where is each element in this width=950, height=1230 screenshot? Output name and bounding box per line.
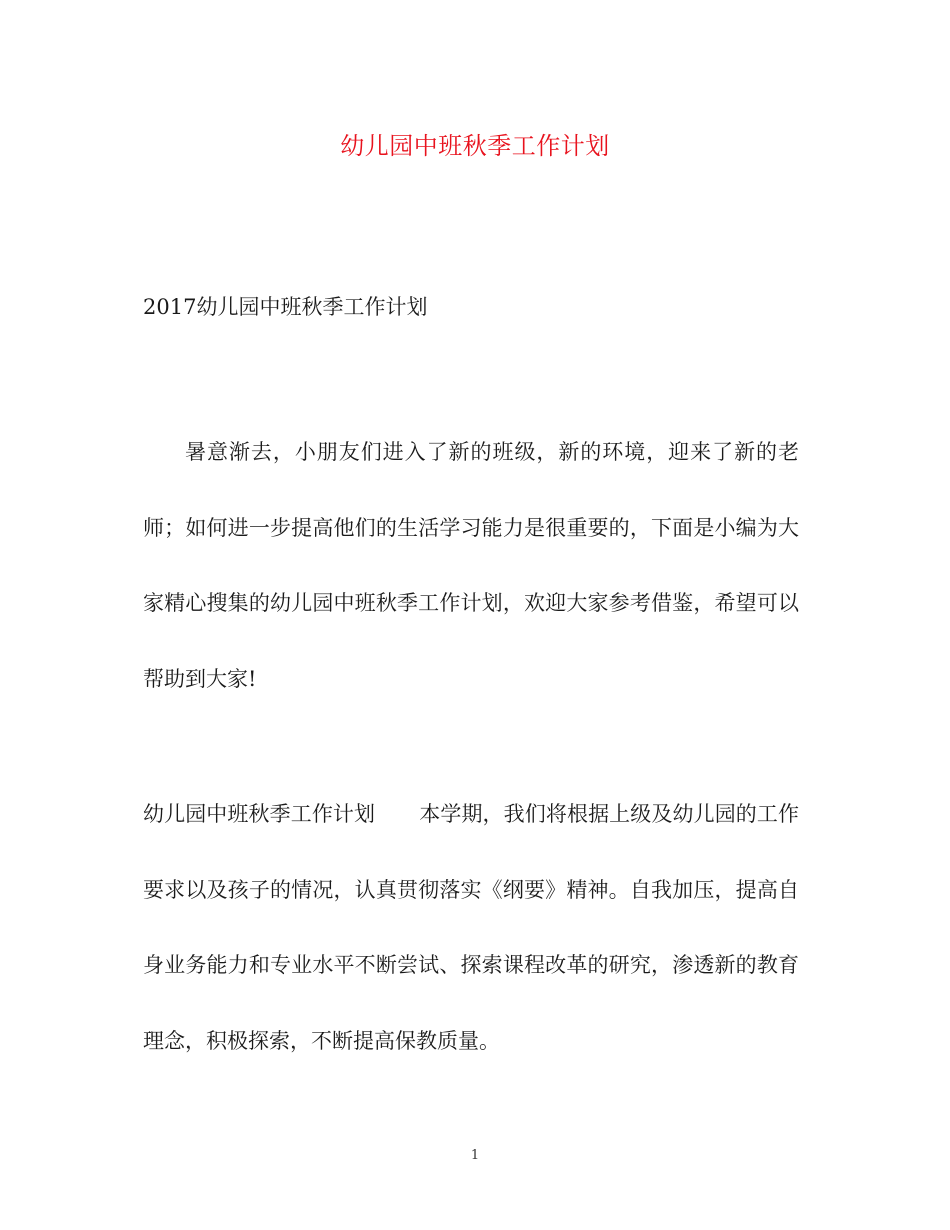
document-title: 幼儿园中班秋季工作计划 xyxy=(340,132,610,160)
section-heading: 幼儿园中班秋季工作计划 xyxy=(143,802,376,826)
document-subtitle: 2017幼儿园中班秋季工作计划 xyxy=(143,295,428,319)
intro-paragraph: 暑意渐去，小朋友们进入了新的班级，新的环境，迎来了新的老师；如何进一步提高他们的生活学习能力是很重要的，下面是小编为大家精心搜集的幼儿园中班秋季工作计划，欢迎大家参考借鉴，希望可以帮助到大家! xyxy=(143,440,799,691)
body-paragraph xyxy=(143,777,799,1079)
page-number: 1 xyxy=(470,1148,480,1163)
body-text: 本学期，我们将根据上级及幼儿园的工作要求以及孩子的情况，认真贯彻落实《纲要》精神。自我加压，提高自身业务能力和专业水平不断尝试、探索课程改革的研究，渗透新的教育理念，积极探索，不断提高保教质量。 xyxy=(143,802,800,1053)
